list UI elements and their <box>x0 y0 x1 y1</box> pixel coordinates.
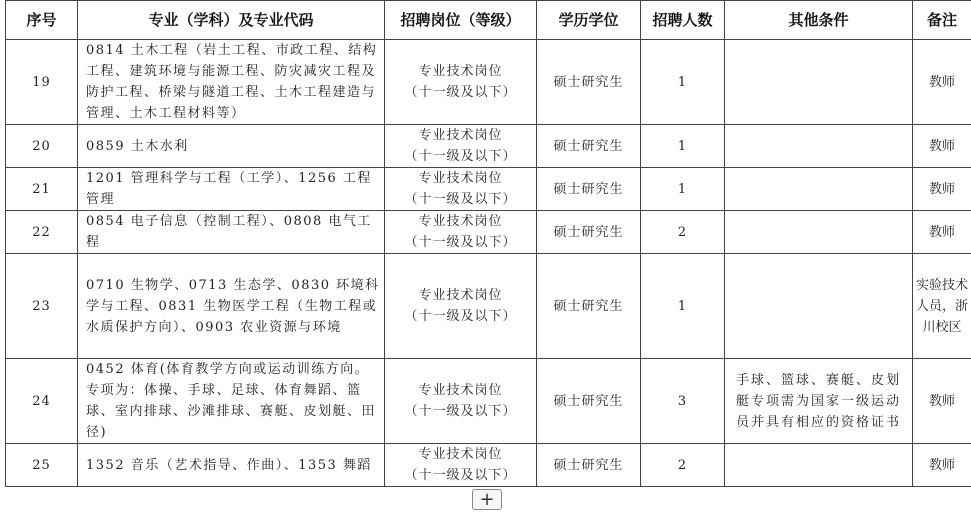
cell-count: 3 <box>641 359 725 444</box>
header-seq: 序号 <box>6 1 78 40</box>
post-level: 专业技术岗位 <box>418 383 503 398</box>
post-grade: （十一级及以下） <box>404 235 517 250</box>
table-row <box>6 40 971 125</box>
table-row <box>6 444 971 487</box>
cell-count: 1 <box>641 168 725 211</box>
table-row <box>6 168 971 211</box>
cell-major: 0814 土木工程（岩土工程、市政工程、结构工程、建筑环境与能源工程、防灾减灾工程及防护工程、桥梁与隧道工程、土木工程建造与管理、土木工程材料等） <box>78 40 385 125</box>
cell-note: 教师 <box>913 444 971 487</box>
cell-post <box>385 444 537 487</box>
cell-count: 1 <box>641 125 725 168</box>
expand-table-button[interactable] <box>472 489 502 510</box>
cell-degree: 硕士研究生 <box>537 168 641 211</box>
cell-other <box>725 40 913 125</box>
cell-degree: 硕士研究生 <box>537 40 641 125</box>
post-grade: （十一级及以下） <box>404 85 517 100</box>
cell-major: 1352 音乐（艺术指导、作曲）、1353 舞蹈 <box>78 444 385 487</box>
cell-note: 教师 <box>913 168 971 211</box>
cell-other <box>725 444 913 487</box>
post-level: 专业技术岗位 <box>418 288 503 303</box>
cell-note: 教师 <box>913 211 971 254</box>
cell-post <box>385 359 537 444</box>
cell-note: 教师 <box>913 40 971 125</box>
cell-seq: 22 <box>6 211 78 254</box>
cell-degree: 硕士研究生 <box>537 211 641 254</box>
cell-seq: 24 <box>6 359 78 444</box>
cell-count: 2 <box>641 444 725 487</box>
post-grade: （十一级及以下） <box>404 468 517 483</box>
cell-other <box>725 211 913 254</box>
post-level: 专业技术岗位 <box>418 128 503 143</box>
cell-seq: 23 <box>6 254 78 359</box>
post-grade: （十一级及以下） <box>404 309 517 324</box>
post-grade: （十一级及以下） <box>404 192 517 207</box>
cell-post <box>385 254 537 359</box>
header-other: 其他条件 <box>725 1 913 40</box>
table-row <box>6 211 971 254</box>
cell-other: 手球、篮球、赛艇、皮划艇专项需为国家一级运动员并具有相应的资格证书 <box>725 359 913 444</box>
cell-major: 0710 生物学、0713 生态学、0830 环境科学与工程、0831 生物医学工程（生物工程或水质保护方向）、0903 农业资源与环境 <box>78 254 385 359</box>
cell-note: 实验技术人员，浙川校区 <box>913 254 971 359</box>
cell-note: 教师 <box>913 125 971 168</box>
header-major: 专业（学科）及专业代码 <box>78 1 385 40</box>
cell-degree: 硕士研究生 <box>537 359 641 444</box>
cell-seq: 21 <box>6 168 78 211</box>
cell-count: 1 <box>641 254 725 359</box>
recruitment-table <box>5 0 971 487</box>
post-grade: （十一级及以下） <box>404 404 517 419</box>
post-level: 专业技术岗位 <box>418 214 503 229</box>
cell-post <box>385 168 537 211</box>
cell-major: 0859 土木水利 <box>78 125 385 168</box>
header-degree: 学历学位 <box>537 1 641 40</box>
cell-degree: 硕士研究生 <box>537 444 641 487</box>
table-row <box>6 359 971 444</box>
post-level: 专业技术岗位 <box>418 64 503 79</box>
header-note: 备注 <box>913 1 971 40</box>
cell-seq: 25 <box>6 444 78 487</box>
cell-post <box>385 125 537 168</box>
plus-icon: + <box>479 489 495 510</box>
cell-degree: 硕士研究生 <box>537 254 641 359</box>
cell-degree: 硕士研究生 <box>537 125 641 168</box>
post-level: 专业技术岗位 <box>418 171 503 186</box>
post-level: 专业技术岗位 <box>418 447 503 462</box>
post-grade: （十一级及以下） <box>404 149 517 164</box>
table-header-row <box>6 1 971 40</box>
header-count: 招聘人数 <box>641 1 725 40</box>
cell-count: 1 <box>641 40 725 125</box>
table-row <box>6 254 971 359</box>
cell-major: 0452 体育(体育教学方向或运动训练方向。专项为：体操、手球、足球、体育舞蹈、篮球、室内排球、沙滩排球、赛艇、皮划艇、田径) <box>78 359 385 444</box>
cell-major: 0854 电子信息（控制工程）、0808 电气工程 <box>78 211 385 254</box>
cell-other <box>725 254 913 359</box>
cell-other <box>725 168 913 211</box>
cell-seq: 19 <box>6 40 78 125</box>
cell-other <box>725 125 913 168</box>
cell-post <box>385 211 537 254</box>
cell-note: 教师 <box>913 359 971 444</box>
header-post: 招聘岗位（等级） <box>385 1 537 40</box>
cell-post <box>385 40 537 125</box>
cell-count: 2 <box>641 211 725 254</box>
cell-seq: 20 <box>6 125 78 168</box>
cell-major: 1201 管理科学与工程（工学）、1256 工程管理 <box>78 168 385 211</box>
table-row <box>6 125 971 168</box>
